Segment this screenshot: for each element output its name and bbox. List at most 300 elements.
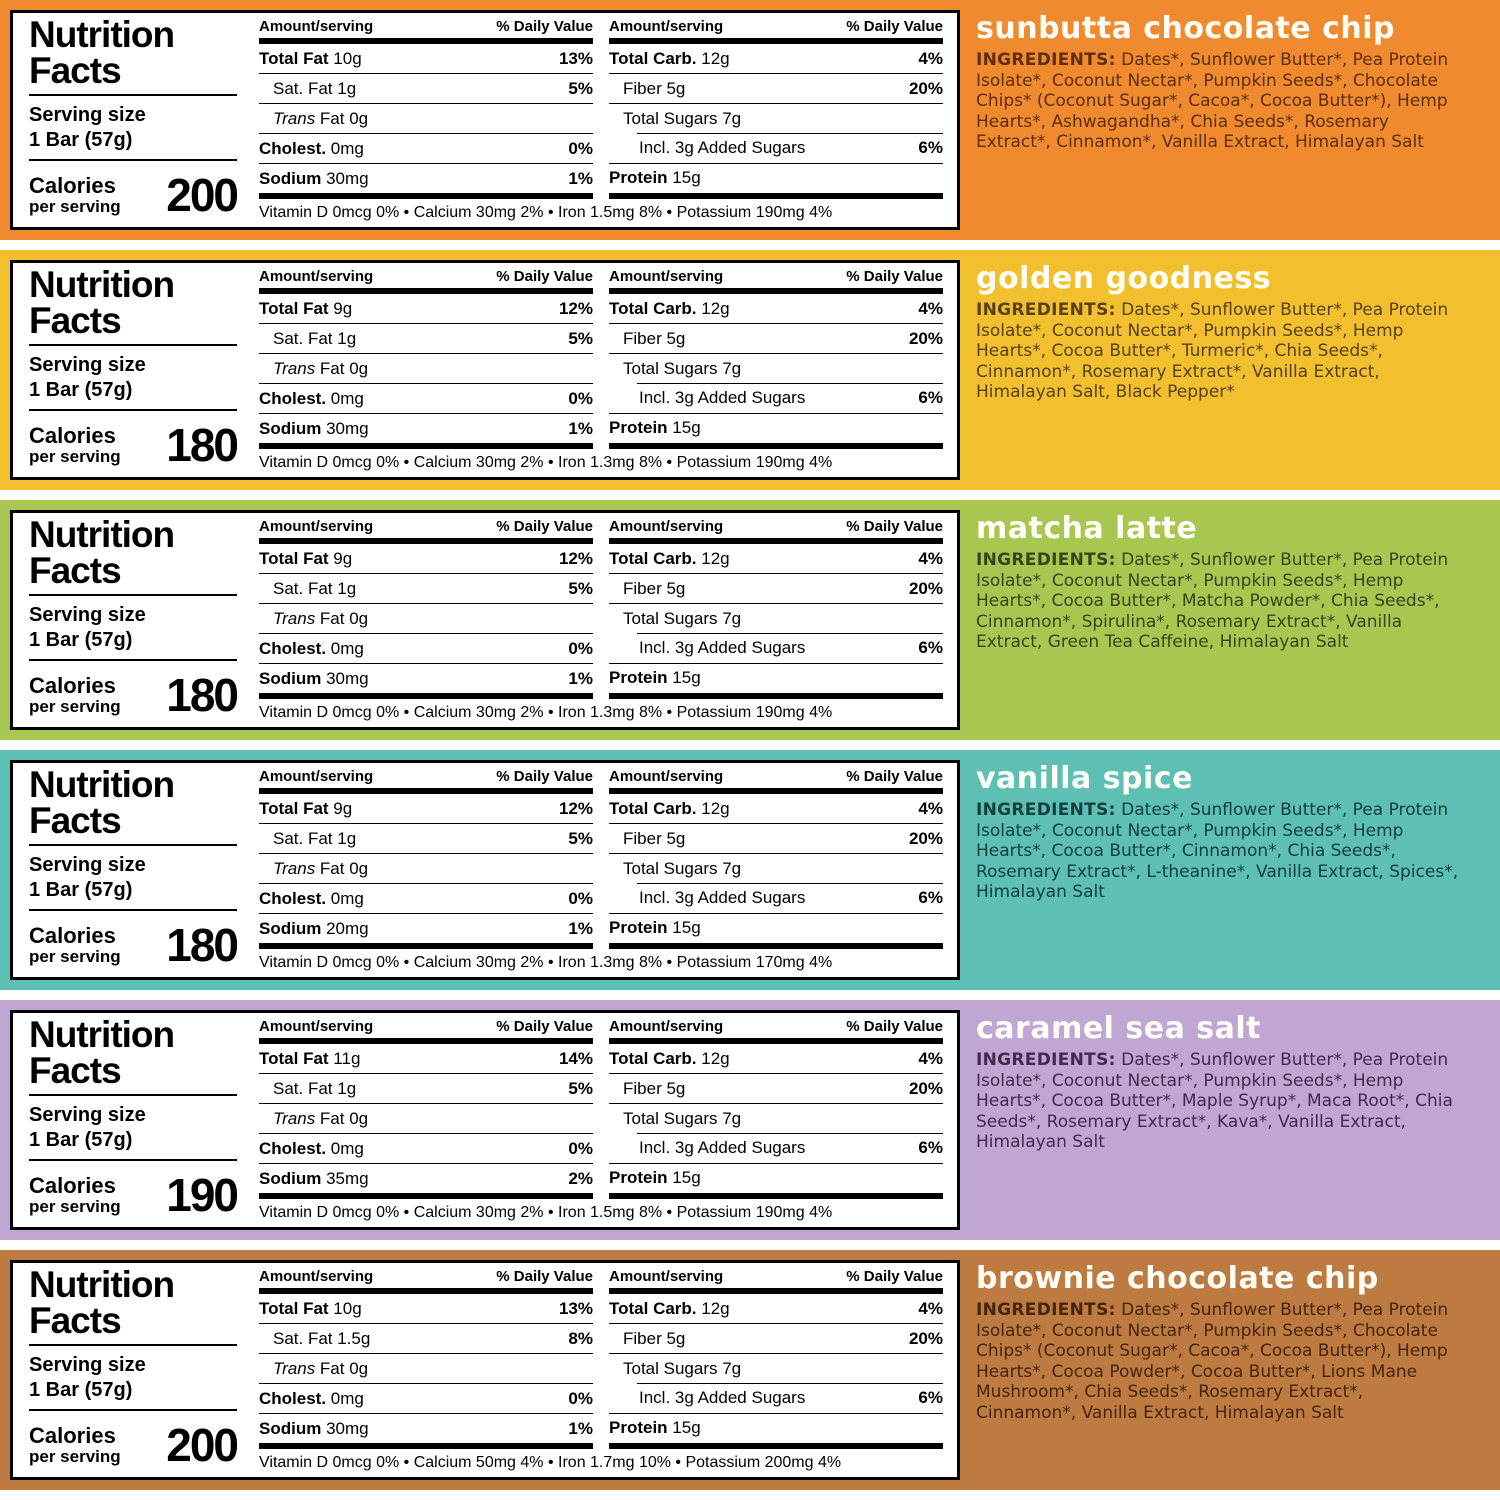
nutrient-row — [259, 1164, 593, 1193]
daily-value: 5% — [568, 328, 593, 348]
nutrient-row — [259, 664, 593, 693]
daily-value: 20% — [908, 1328, 943, 1348]
nutrient-label: Sat. Fat 1g — [273, 328, 357, 348]
flavor-panel — [0, 1000, 1500, 1240]
divider — [29, 844, 237, 846]
nutrient-row — [259, 1074, 593, 1104]
calories-value: 180 — [166, 919, 237, 972]
column-header — [609, 518, 943, 538]
nutrition-facts-title: Nutrition Facts — [29, 14, 175, 91]
nutrition-facts-left-column — [13, 513, 249, 727]
nutrient-row — [609, 824, 943, 854]
divider — [29, 159, 237, 161]
nutrient-row — [259, 1044, 593, 1074]
nutrient-columns-area — [249, 1263, 957, 1477]
amount-serving-header: Amount/serving — [609, 1018, 724, 1035]
nutrient-label: Sat. Fat 1g — [273, 828, 357, 848]
calories-value: 180 — [166, 669, 237, 722]
ingredients-list: Dates*, Sunflower Butter*, Pea Protein Isolate*, Coconut Nectar*, Pumpkin Seeds*, Hemp Hearts*, Cocoa Butter*, Cinnamon*, Chia Seeds*, Rosemary Extract*, L-theanine*, Vanilla Extract, Spices*, Himalayan Salt — [976, 800, 1459, 903]
flavor-panel — [0, 500, 1500, 740]
serving-size-label: Serving size — [29, 104, 146, 127]
nutrient-label: Incl. 3g Added Sugars — [639, 1138, 806, 1158]
calories-label-block — [29, 1424, 121, 1467]
nutrient-label: Protein 15g — [609, 1418, 701, 1438]
nutrient-row — [259, 1384, 593, 1414]
daily-value: 4% — [918, 48, 943, 68]
nutrient-label: Fiber 5g — [623, 578, 686, 598]
nutrition-facts-title: Nutrition Facts — [29, 1264, 175, 1341]
calories-label: Calories — [29, 922, 116, 948]
daily-value: 5% — [568, 78, 593, 98]
micronutrients-footnote: Vitamin D 0mcg 0% • Calcium 30mg 2% • Iron 1.5mg 8% • Potassium 190mg 4% — [259, 204, 833, 221]
nutrient-row — [259, 1324, 593, 1354]
nutrition-facts-box — [10, 510, 960, 730]
nutrient-label: Incl. 3g Added Sugars — [639, 638, 806, 658]
serving-size-value: 1 Bar (57g) — [29, 879, 133, 902]
micronutrients-footnote: Vitamin D 0mcg 0% • Calcium 30mg 2% • Iron 1.3mg 8% • Potassium 170mg 4% — [259, 954, 833, 971]
nutrition-facts-left-column — [13, 13, 249, 227]
serving-size-value: 1 Bar (57g) — [29, 379, 133, 402]
serving-size-value: 1 Bar (57g) — [29, 1379, 133, 1402]
nutrient-columns-area — [249, 513, 957, 727]
daily-value: 4% — [918, 798, 943, 818]
nutrient-row — [609, 44, 943, 74]
calories-sublabel: per serving — [29, 446, 121, 466]
nutrient-label: Total Fat 9g — [259, 798, 353, 818]
daily-value-header: % Daily Value — [496, 268, 593, 285]
daily-value: 4% — [918, 298, 943, 318]
flavor-info-block — [960, 510, 1490, 730]
ingredients-list: Dates*, Sunflower Butter*, Pea Protein Isolate*, Coconut Nectar*, Pumpkin Seeds*, Hemp Hearts*, Cocoa Butter*, Maple Syrup*, Maca Root*, Chia Seeds*, Rosemary Extract*, Kava*, Vanilla Extract, Himalayan Salt — [976, 1050, 1453, 1153]
flavor-info-block — [960, 760, 1490, 980]
nutrient-row — [259, 414, 593, 443]
divider — [29, 659, 237, 661]
nutrient-row — [609, 1384, 943, 1414]
flavor-title: caramel sea salt — [976, 1011, 1262, 1046]
daily-value: 20% — [908, 328, 943, 348]
calories-sublabel: per serving — [29, 946, 121, 966]
daily-value-header: % Daily Value — [496, 1018, 593, 1035]
nutrient-row — [609, 74, 943, 104]
calories-label: Calories — [29, 1172, 116, 1198]
amount-serving-header: Amount/serving — [259, 768, 374, 785]
daily-value: 4% — [918, 1298, 943, 1318]
calories-label-block — [29, 674, 121, 717]
flavor-panel — [0, 750, 1500, 990]
nutrient-column-carb — [609, 268, 943, 449]
daily-value-header: % Daily Value — [846, 1018, 943, 1035]
ingredients-label: INGREDIENTS: — [976, 50, 1116, 70]
daily-value: 20% — [908, 1078, 943, 1098]
nutrient-label: Trans Fat 0g — [273, 1358, 369, 1378]
nutrient-row — [609, 414, 943, 443]
amount-serving-header: Amount/serving — [259, 1268, 374, 1285]
nutrient-row — [259, 1104, 593, 1134]
nutrient-label: Cholest. 0mg — [259, 1388, 364, 1408]
nutrient-row — [259, 854, 593, 884]
divider — [29, 1159, 237, 1161]
nutrient-row — [259, 104, 593, 134]
nutrient-row — [609, 1354, 943, 1383]
nutrient-label: Total Fat 9g — [259, 548, 353, 568]
ingredients-text — [976, 550, 1466, 653]
nutrition-facts-left-column — [13, 263, 249, 477]
nutrient-label: Total Sugars 7g — [623, 1109, 742, 1128]
daily-value: 20% — [908, 78, 943, 98]
nutrient-row — [609, 914, 943, 943]
nutrient-row — [259, 354, 593, 384]
daily-value: 6% — [918, 388, 943, 408]
nutrient-row — [609, 604, 943, 633]
amount-serving-header: Amount/serving — [259, 18, 374, 35]
nutrient-label: Total Carb. 12g — [609, 1298, 730, 1318]
nutrient-label: Sat. Fat 1g — [273, 578, 357, 598]
nutrient-row — [609, 1104, 943, 1133]
nutrient-label: Sodium 30mg — [259, 668, 369, 688]
nutrient-row — [609, 354, 943, 383]
ingredients-label: INGREDIENTS: — [976, 800, 1116, 820]
nutrient-row — [609, 544, 943, 574]
nutrient-label: Trans Fat 0g — [273, 608, 369, 628]
nutrient-label: Protein 15g — [609, 168, 701, 188]
daily-value: 0% — [568, 638, 593, 658]
nutrient-label: Sat. Fat 1g — [273, 1078, 357, 1098]
nutrient-column-carb — [609, 1018, 943, 1199]
nutrient-label: Sodium 30mg — [259, 1418, 369, 1438]
calories-label: Calories — [29, 422, 116, 448]
serving-size-label: Serving size — [29, 854, 146, 877]
nutrient-label: Trans Fat 0g — [273, 1108, 369, 1128]
calories-row — [29, 168, 237, 222]
nutrient-row — [259, 1354, 593, 1384]
serving-size-label: Serving size — [29, 1354, 146, 1377]
nutrient-row — [609, 1074, 943, 1104]
calories-row — [29, 668, 237, 722]
nutrient-row — [609, 104, 943, 133]
nutrient-rows — [609, 294, 943, 443]
nutrient-label: Total Sugars 7g — [623, 1359, 742, 1378]
nutrient-label: Fiber 5g — [623, 78, 686, 98]
daily-value: 6% — [918, 1138, 943, 1158]
nutrient-row — [609, 1414, 943, 1443]
nutrient-row — [259, 294, 593, 324]
nutrient-columns — [259, 1018, 943, 1199]
nutrient-row — [609, 634, 943, 664]
flavor-panel — [0, 0, 1500, 240]
flavor-title: matcha latte — [976, 511, 1198, 546]
nutrient-label: Trans Fat 0g — [273, 858, 369, 878]
daily-value: 20% — [908, 828, 943, 848]
nutrient-row — [609, 294, 943, 324]
nutrient-row — [259, 324, 593, 354]
ingredients-text — [976, 1050, 1466, 1153]
nutrition-facts-box — [10, 760, 960, 980]
column-header — [609, 268, 943, 288]
ingredients-label: INGREDIENTS: — [976, 550, 1116, 570]
daily-value: 6% — [918, 638, 943, 658]
calories-sublabel: per serving — [29, 1446, 121, 1466]
nutrition-facts-title: Nutrition Facts — [29, 1014, 175, 1091]
amount-serving-header: Amount/serving — [609, 18, 724, 35]
nutrient-label: Cholest. 0mg — [259, 888, 364, 908]
ingredients-label: INGREDIENTS: — [976, 1300, 1116, 1320]
nutrient-rows — [259, 1294, 593, 1443]
nutrition-facts-box — [10, 1010, 960, 1230]
nutrient-column-fat — [259, 1018, 593, 1199]
nutrient-rows — [609, 544, 943, 693]
nutrition-facts-left-column — [13, 1263, 249, 1477]
nutrition-facts-left-column — [13, 1013, 249, 1227]
flavor-info-block — [960, 10, 1490, 230]
daily-value-header: % Daily Value — [846, 18, 943, 35]
daily-value: 1% — [568, 168, 593, 188]
daily-value-header: % Daily Value — [496, 768, 593, 785]
daily-value: 0% — [568, 388, 593, 408]
nutrient-row — [609, 884, 943, 914]
ingredients-list: Dates*, Sunflower Butter*, Pea Protein Isolate*, Coconut Nectar*, Pumpkin Seeds*, Hemp Hearts*, Cocoa Butter*, Turmeric*, Chia Seeds*, Cinnamon*, Rosemary Extract*, Vanilla Extract, Himalayan Salt, Black Pepper* — [976, 300, 1449, 403]
column-header — [609, 18, 943, 38]
flavor-title: sunbutta chocolate chip — [976, 11, 1395, 46]
calories-value: 180 — [166, 419, 237, 472]
nutrient-label: Sodium 30mg — [259, 418, 369, 438]
nutrient-row — [259, 134, 593, 164]
nutrient-row — [259, 884, 593, 914]
calories-label: Calories — [29, 1422, 116, 1448]
nutrient-label: Total Carb. 12g — [609, 48, 730, 68]
nutrient-row — [259, 574, 593, 604]
daily-value: 6% — [918, 888, 943, 908]
nutrient-row — [609, 164, 943, 193]
daily-value: 6% — [918, 138, 943, 158]
flavor-panel — [0, 1250, 1500, 1490]
daily-value: 1% — [568, 668, 593, 688]
nutrient-row — [609, 574, 943, 604]
nutrient-label: Sodium 30mg — [259, 168, 369, 188]
nutrition-facts-left-column — [13, 763, 249, 977]
nutrient-column-carb — [609, 518, 943, 699]
daily-value: 5% — [568, 828, 593, 848]
nutrient-row — [259, 634, 593, 664]
nutrient-columns — [259, 1268, 943, 1449]
nutrient-rows — [259, 294, 593, 443]
nutrient-rows — [609, 794, 943, 943]
calories-row — [29, 1168, 237, 1222]
nutrient-label: Total Fat 9g — [259, 298, 353, 318]
daily-value: 20% — [908, 578, 943, 598]
nutrient-label: Total Fat 10g — [259, 48, 362, 68]
nutrient-label: Total Carb. 12g — [609, 798, 730, 818]
amount-serving-header: Amount/serving — [259, 1018, 374, 1035]
column-header — [259, 1018, 593, 1038]
nutrient-rows — [609, 1294, 943, 1443]
nutrient-columns — [259, 268, 943, 449]
nutrient-row — [259, 164, 593, 193]
nutrient-label: Protein 15g — [609, 668, 701, 688]
daily-value-header: % Daily Value — [496, 518, 593, 535]
nutrient-row — [259, 1294, 593, 1324]
nutrient-row — [259, 824, 593, 854]
daily-value: 0% — [568, 138, 593, 158]
daily-value-header: % Daily Value — [846, 518, 943, 535]
column-header — [259, 268, 593, 288]
nutrient-label: Sat. Fat 1.5g — [273, 1328, 371, 1348]
nutrient-label: Protein 15g — [609, 1168, 701, 1188]
nutrient-label: Fiber 5g — [623, 828, 686, 848]
nutrient-row — [609, 794, 943, 824]
daily-value: 12% — [558, 548, 593, 568]
micronutrients-footnote: Vitamin D 0mcg 0% • Calcium 30mg 2% • Iron 1.3mg 8% • Potassium 190mg 4% — [259, 704, 833, 721]
column-header — [609, 1268, 943, 1288]
nutrient-label: Sodium 20mg — [259, 918, 369, 938]
serving-size-value: 1 Bar (57g) — [29, 1129, 133, 1152]
daily-value: 12% — [558, 298, 593, 318]
daily-value: 14% — [558, 1048, 593, 1068]
daily-value: 4% — [918, 1048, 943, 1068]
nutrient-row — [259, 604, 593, 634]
nutrient-label: Total Carb. 12g — [609, 548, 730, 568]
nutrient-label: Fiber 5g — [623, 328, 686, 348]
nutrient-columns-area — [249, 263, 957, 477]
divider — [29, 909, 237, 911]
nutrient-row — [259, 1414, 593, 1443]
ingredients-text — [976, 800, 1466, 903]
ingredients-text — [976, 300, 1466, 403]
calories-value: 200 — [166, 169, 237, 222]
daily-value: 13% — [558, 1298, 593, 1318]
micronutrients-footnote: Vitamin D 0mcg 0% • Calcium 50mg 4% • Iron 1.7mg 10% • Potassium 200mg 4% — [259, 1454, 842, 1471]
daily-value-header: % Daily Value — [496, 18, 593, 35]
nutrient-label: Sat. Fat 1g — [273, 78, 357, 98]
nutrient-label: Total Sugars 7g — [623, 859, 742, 878]
nutrient-rows — [609, 44, 943, 193]
daily-value: 1% — [568, 418, 593, 438]
nutrient-row — [609, 1324, 943, 1354]
daily-value: 0% — [568, 1388, 593, 1408]
ingredients-list: Dates*, Sunflower Butter*, Pea Protein Isolate*, Coconut Nectar*, Pumpkin Seeds*, Chocolate Chips* (Coconut Sugar*, Cacoa*, Cocoa Butter*), Hemp Hearts*, Ashwagandha*, Chia Seeds*, Rosemary Extract*, Cinnamon*, Vanilla Extract, Himalayan Salt — [976, 50, 1449, 153]
calories-sublabel: per serving — [29, 696, 121, 716]
nutrient-columns-area — [249, 763, 957, 977]
nutrient-label: Cholest. 0mg — [259, 638, 364, 658]
daily-value-header: % Daily Value — [846, 268, 943, 285]
divider — [29, 1409, 237, 1411]
calories-label: Calories — [29, 672, 116, 698]
column-header — [259, 518, 593, 538]
daily-value: 12% — [558, 798, 593, 818]
nutrient-label: Incl. 3g Added Sugars — [639, 138, 806, 158]
nutrient-columns — [259, 768, 943, 949]
flavor-info-block — [960, 1260, 1490, 1480]
nutrient-columns-area — [249, 13, 957, 227]
ingredients-list: Dates*, Sunflower Butter*, Pea Protein Isolate*, Coconut Nectar*, Pumpkin Seeds*, Chocolate Chips* (Coconut Sugar*, Cacoa*, Cocoa Butter*), Hemp Hearts*, Cocoa Powder*, Cocoa Butter*, Lions Mane Mushroom*, Chia Seeds*, Rosemary Extract*, Cinnamon*, Vanilla Extract, Himalayan Salt — [976, 1300, 1449, 1423]
nutrient-row — [259, 384, 593, 414]
nutrition-facts-title: Nutrition Facts — [29, 764, 175, 841]
nutrient-rows — [259, 44, 593, 193]
nutrient-label: Incl. 3g Added Sugars — [639, 888, 806, 908]
flavor-info-block — [960, 1010, 1490, 1230]
nutrient-label: Incl. 3g Added Sugars — [639, 1388, 806, 1408]
daily-value: 1% — [568, 1418, 593, 1438]
calories-sublabel: per serving — [29, 196, 121, 216]
amount-serving-header: Amount/serving — [259, 518, 374, 535]
nutrient-columns — [259, 18, 943, 199]
nutrient-row — [609, 384, 943, 414]
calories-value: 190 — [166, 1169, 237, 1222]
amount-serving-header: Amount/serving — [609, 268, 724, 285]
column-header — [609, 768, 943, 788]
calories-row — [29, 918, 237, 972]
nutrient-columns-area — [249, 1013, 957, 1227]
flavor-title: golden goodness — [976, 261, 1272, 296]
ingredients-text — [976, 50, 1466, 153]
amount-serving-header: Amount/serving — [609, 768, 724, 785]
serving-size-value: 1 Bar (57g) — [29, 129, 133, 152]
calories-label-block — [29, 924, 121, 967]
column-header — [259, 768, 593, 788]
ingredients-label: INGREDIENTS: — [976, 300, 1116, 320]
nutrient-label: Total Carb. 12g — [609, 1048, 730, 1068]
daily-value: 4% — [918, 548, 943, 568]
nutrient-row — [609, 1164, 943, 1193]
divider — [29, 409, 237, 411]
amount-serving-header: Amount/serving — [609, 518, 724, 535]
nutrient-row — [609, 134, 943, 164]
flavor-title: vanilla spice — [976, 761, 1193, 796]
nutrient-label: Total Sugars 7g — [623, 609, 742, 628]
serving-size-value: 1 Bar (57g) — [29, 629, 133, 652]
nutrient-row — [259, 74, 593, 104]
nutrient-label: Sodium 35mg — [259, 1168, 369, 1188]
nutrient-row — [259, 44, 593, 74]
calories-value: 200 — [166, 1419, 237, 1472]
nutrition-facts-title: Nutrition Facts — [29, 514, 175, 591]
daily-value: 6% — [918, 1388, 943, 1408]
column-header — [259, 18, 593, 38]
micronutrients-footnote: Vitamin D 0mcg 0% • Calcium 30mg 2% • Iron 1.3mg 8% • Potassium 190mg 4% — [259, 454, 833, 471]
divider — [29, 94, 237, 96]
nutrient-label: Cholest. 0mg — [259, 1138, 364, 1158]
daily-value: 5% — [568, 1078, 593, 1098]
divider — [29, 594, 237, 596]
nutrient-row — [259, 794, 593, 824]
daily-value-header: % Daily Value — [846, 768, 943, 785]
flavor-info-block — [960, 260, 1490, 480]
serving-size-label: Serving size — [29, 354, 146, 377]
ingredients-list: Dates*, Sunflower Butter*, Pea Protein Isolate*, Coconut Nectar*, Pumpkin Seeds*, Hemp Hearts*, Cocoa Butter*, Matcha Powder*, Chia Seeds*, Cinnamon*, Spirulina*, Rosemary Extract*, Vanilla Extract, Green Tea Caffeine, Himalayan Salt — [976, 550, 1449, 653]
nutrient-row — [609, 1134, 943, 1164]
calories-sublabel: per serving — [29, 1196, 121, 1216]
daily-value: 2% — [568, 1168, 593, 1188]
daily-value-header: % Daily Value — [496, 1268, 593, 1285]
nutrient-column-fat — [259, 268, 593, 449]
nutrient-column-fat — [259, 18, 593, 199]
calories-label-block — [29, 424, 121, 467]
nutrient-label: Protein 15g — [609, 418, 701, 438]
serving-size-label: Serving size — [29, 1104, 146, 1127]
calories-label-block — [29, 174, 121, 217]
nutrient-label: Protein 15g — [609, 918, 701, 938]
nutrient-column-fat — [259, 1268, 593, 1449]
nutrient-column-carb — [609, 768, 943, 949]
nutrient-row — [259, 544, 593, 574]
micronutrients-footnote: Vitamin D 0mcg 0% • Calcium 30mg 2% • Iron 1.5mg 8% • Potassium 190mg 4% — [259, 1204, 833, 1221]
nutrient-columns — [259, 518, 943, 699]
amount-serving-header: Amount/serving — [259, 268, 374, 285]
nutrient-row — [609, 1294, 943, 1324]
nutrient-label: Total Fat 10g — [259, 1298, 362, 1318]
nutrient-row — [609, 854, 943, 883]
nutrition-facts-box — [10, 10, 960, 230]
flavor-panel — [0, 250, 1500, 490]
